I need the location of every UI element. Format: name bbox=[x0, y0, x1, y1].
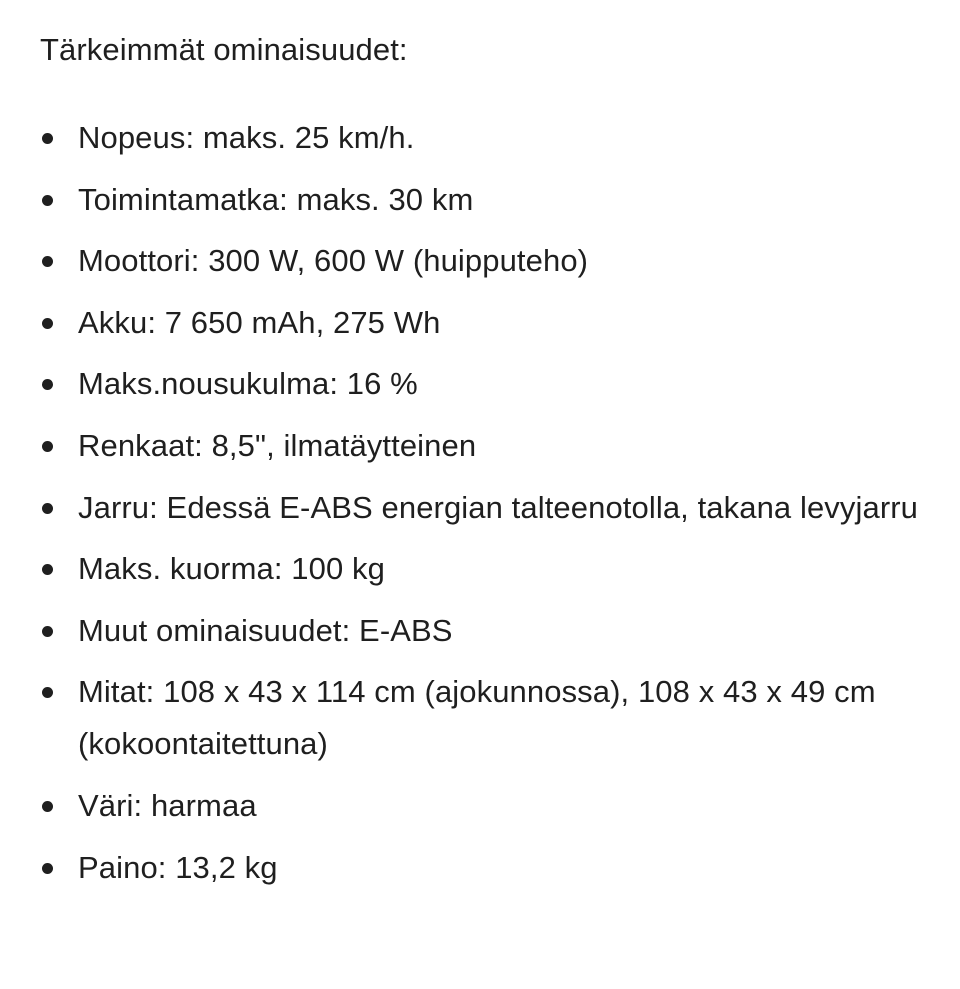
bullet-icon bbox=[42, 503, 53, 514]
feature-text: Maks. kuorma: 100 kg bbox=[78, 551, 385, 587]
feature-item-tires bbox=[40, 420, 920, 472]
bullet-icon bbox=[42, 379, 53, 390]
feature-item-weight bbox=[40, 842, 920, 894]
feature-text: Jarru: Edessä E-ABS energian talteenotolla, takana levyjarru bbox=[78, 489, 919, 525]
bullet-icon bbox=[42, 133, 53, 144]
feature-text: Toimintamatka: maks. 30 km bbox=[78, 181, 474, 217]
bullet-icon bbox=[42, 564, 53, 575]
bullet-icon bbox=[42, 256, 53, 267]
bullet-icon bbox=[42, 626, 53, 637]
bullet-icon bbox=[42, 441, 53, 452]
feature-text: Muut ominaisuudet: E-ABS bbox=[78, 612, 453, 648]
feature-item-motor bbox=[40, 235, 920, 287]
bullet-icon bbox=[42, 318, 53, 329]
section-heading: Tärkeimmät ominaisuudet: bbox=[40, 32, 408, 67]
bullet-icon bbox=[42, 195, 53, 206]
feature-text: Akku: 7 650 mAh, 275 Wh bbox=[78, 304, 441, 340]
feature-item-climb bbox=[40, 358, 920, 410]
feature-item-other bbox=[40, 605, 920, 657]
feature-item-range bbox=[40, 174, 920, 226]
feature-text: Moottori: 300 W, 600 W (huipputeho) bbox=[78, 243, 589, 279]
feature-item-speed bbox=[40, 112, 920, 164]
feature-text: Väri: harmaa bbox=[78, 787, 257, 823]
feature-item-battery bbox=[40, 297, 920, 349]
feature-item-load bbox=[40, 543, 920, 595]
feature-list bbox=[40, 112, 920, 894]
bullet-icon bbox=[42, 863, 53, 874]
feature-text: Maks.nousukulma: 16 % bbox=[78, 366, 418, 402]
bullet-icon bbox=[42, 687, 53, 698]
feature-text: Renkaat: 8,5", ilmatäytteinen bbox=[78, 427, 477, 463]
feature-item-dimensions bbox=[40, 666, 920, 770]
feature-text: Mitat: 108 x 43 x 114 cm (ajokunnossa), 108 x 43 x 49 cm (kokoontaitettuna) bbox=[78, 674, 876, 762]
feature-text: Nopeus: maks. 25 km/h. bbox=[78, 120, 415, 155]
feature-item-brake bbox=[40, 482, 920, 534]
feature-item-color bbox=[40, 780, 920, 832]
feature-text: Paino: 13,2 kg bbox=[78, 849, 278, 885]
bullet-icon bbox=[42, 801, 53, 812]
